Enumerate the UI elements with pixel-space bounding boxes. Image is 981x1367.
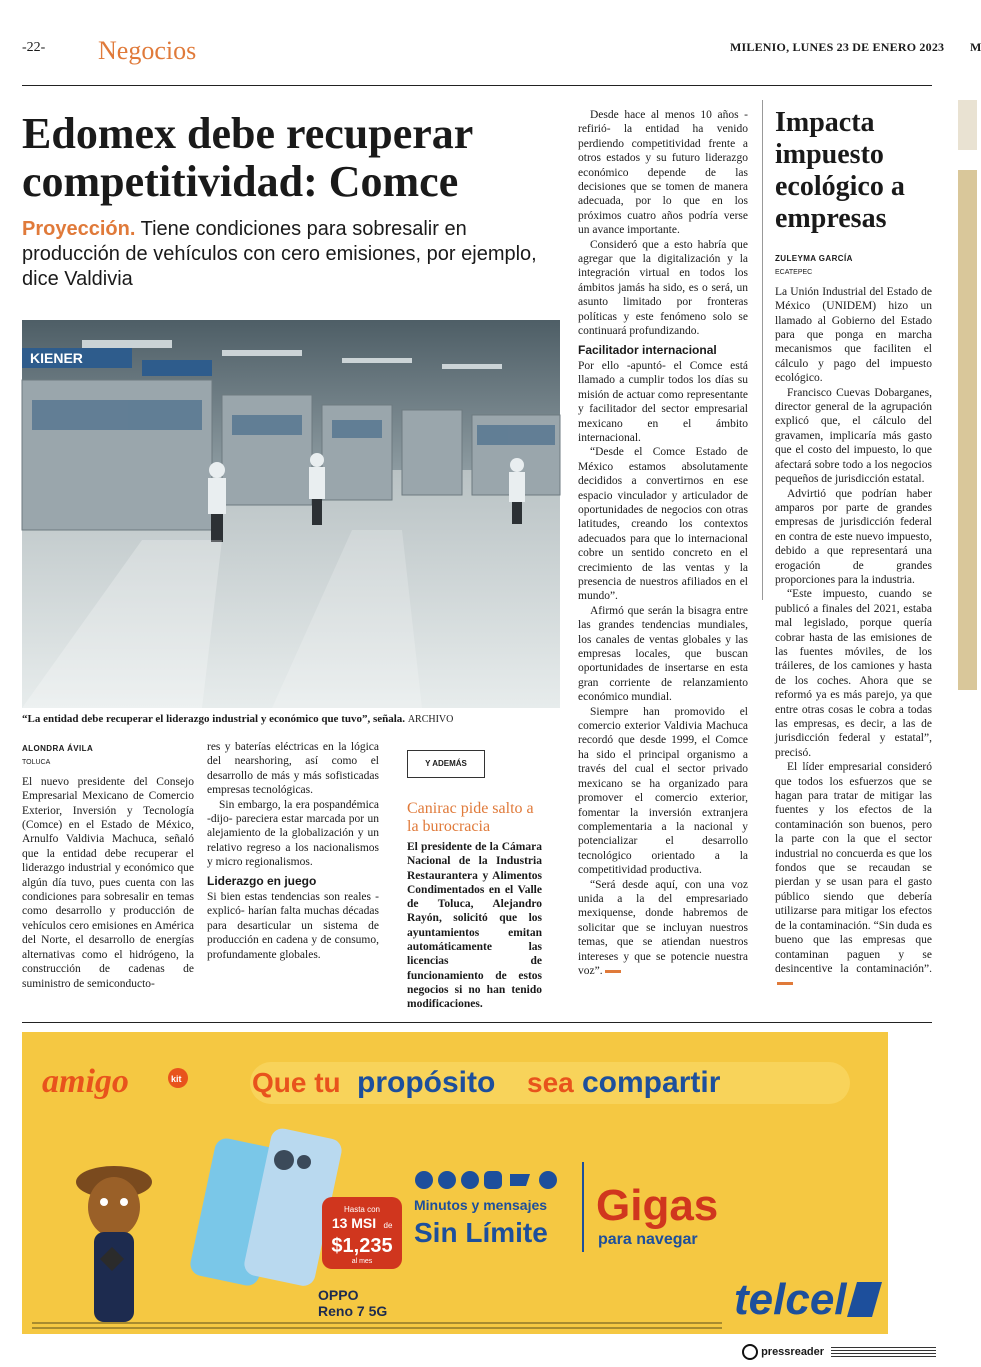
- telcel-advertisement[interactable]: [22, 1032, 888, 1334]
- subhead: Liderazgo en juego: [207, 873, 317, 888]
- paragraph: Francisco Cuevas Dobarganes, director general de la agrupación explicó que, el cálculo del gravamen, implicaría más gasto que el costo del impuesto, lo que afectará sobre todo a los negocios pequeños de jurisdicción estatal.: [775, 386, 932, 486]
- canirac-body: [407, 840, 542, 1012]
- paragraph: Sin embargo, la era pospandémica -dijo- pareciera estar marcada por un alejamiento de la globalización y un relativo regreso a los nacionalismos y micro regionalismos.: [207, 798, 379, 869]
- facebook-icon: [438, 1171, 456, 1189]
- canirac-title: Canirac pide salto a la burocracia: [407, 800, 534, 835]
- paragraph: Advirtió que podrían haber amparos por parte de grandes empresas de jurisdicción federal en contra de este nuevo impuesto, debido a que representará una erogación de grandes proporciones para la industria.: [775, 487, 932, 586]
- gigas-sub: para navegar: [598, 1231, 698, 1248]
- paragraph: “Desde el Comce Estado de México estamos absolutamente decididos a convertirnos en ese espacio vinculador y articulador de oportunidades de negocios con otras latitudes, creando los contextos adecuados para que lo internacional cobre un sentido concreto en el crecimiento de las ventas y la presencia de nuestros afiliados en el mundo”.: [578, 446, 748, 603]
- telcel-logo: telcel: [734, 1275, 847, 1324]
- pressreader-icon: [742, 1344, 758, 1360]
- whatsapp-icon: [415, 1171, 433, 1189]
- newspaper-date: MILENIO, LUNES 23 DE ENERO 2023: [730, 40, 945, 54]
- end-mark: [777, 982, 793, 985]
- gigas-line: Gigas: [596, 1181, 719, 1230]
- price-period: al mes: [351, 1258, 373, 1265]
- slogan-sea: sea: [527, 1067, 574, 1098]
- amigo-logo: amigo: [42, 1063, 129, 1100]
- slogan-proposito: propósito: [357, 1066, 496, 1099]
- slogan-compartir: compartir: [582, 1066, 721, 1099]
- paragraph: Afirmó que serán la bisagra entre las grandes tendencias mundiales, los canales de ventas globales y las empresas locales, que buscan oportunidades de insertarse en esta gran corriente de relanzamiento económico mundial.: [578, 604, 748, 704]
- amigo-kit-badge: kit: [171, 1074, 182, 1084]
- paragraph-text: El líder empresarial consideró que todos los esfuerzos que se hagan para tratar de mitigar las fuentes y los efectos de la contaminación son buenos, pero la parte con la que el sector industrial no concuerda es que los fondos que se recaudan se pierdan y se usan para el gasto público siendo que debería utilizarse para mitigar los efectos de la contaminación. “Sin duda es bueno que las empresas que contaminan paguen y se desincentive la contaminación”.: [775, 761, 932, 975]
- pressreader-footer[interactable]: [742, 1344, 952, 1364]
- photo-caption: [22, 713, 562, 725]
- minutes-line: Minutos y mensajes: [414, 1197, 548, 1213]
- paragraph: [775, 760, 932, 991]
- side-byline-name: ZULEYMA GARCÍA: [775, 254, 853, 263]
- deck-text: Tiene condiciones para sobresalir en producción de vehículos con cero emisiones, por ejemplo, dice Valdivia: [22, 218, 537, 290]
- byline-name: ALONDRA ÁVILA: [22, 744, 94, 753]
- price-de: de: [383, 1221, 393, 1230]
- price-top: Hasta con: [343, 1205, 381, 1214]
- header-rule: [22, 85, 932, 86]
- adjacent-block: [958, 100, 977, 150]
- paragraph: res y baterías eléctricas en la lógica del nearshoring, así como el desarrollo de más y más sofisticadas empresas tecnológicas.: [207, 741, 379, 797]
- subhead: Facilitador internacional: [578, 342, 717, 357]
- unlimited-line: Sin Límite: [414, 1217, 548, 1248]
- paragraph: El presidente de la Cámara Nacional de la Industria Restaurantera y Alimentos Condimentados en el Valle de Toluca, Alejandro Rayón, solicitó que los ayuntamientos emitan automáticamente las licencias de funcionamiento de estos negocios si no han tenido modificaciones.: [407, 841, 542, 1011]
- phone-model-brand: OPPO: [318, 1287, 359, 1303]
- factory-photo: [22, 320, 560, 708]
- paragraph: Siempre han promovido el comercio exterior Valdivia Machuca recordó que desde 1999, el Comce ha sido el principal organismo a través del cual el sector privado mexicano se ha organizado para promover el comercio exterior, fomentar la inversión extranjera complementaria a la nacional y potencializar el desarrollo tecnológico orientado a la competitividad productiva.: [578, 705, 748, 877]
- caption-credit: ARCHIVO: [407, 714, 454, 725]
- paragraph-text: “Será desde aquí, con una voz unida a la del empresariado mexiquense, donde habremos de solicitar que se incluyan nuestros temas, que se atiendan nuestros intereses y que se potencie nuestra voz”.: [578, 878, 748, 977]
- paragraph: Consideró que a esto habría que agregar que la digitalización y la integración virtual en todos los ámbitos jamás ha sido, es o será, un asunto limitado por fronteras políticas y este fenómeno solo se continuará profundizando.: [578, 238, 748, 338]
- paragraph: “Este impuesto, cuando se publicó a finales del 2021, estaba mal legislado, porque quería cobrar hasta de las emisiones de las fuentes móviles, de los tráileres, de los camiones y hasta de los coches. Ahora que se reformó ya es más parejo, ya que entre otras cosas le cobra a todas las empresas, es decir, a las de jurisdicción federal y estatal”, precisó.: [775, 588, 932, 759]
- column-divider: [762, 100, 763, 600]
- slogan-que-tu: Que tu: [252, 1067, 341, 1098]
- price-badge: [322, 1197, 402, 1269]
- ad-rule: [22, 1022, 932, 1023]
- paragraph: La Unión Industrial del Estado de México (UNIDEM) hizo un llamado al Gobierno del Estado para que ponga en marcha mecanismos que faciliten el cálculo y pago del impuesto ecológico.: [775, 285, 932, 385]
- price-msi: 13 MSI: [331, 1215, 377, 1231]
- main-article-col2: [207, 740, 379, 962]
- main-headline: Edomex debe recuperar competitividad: Comce: [22, 109, 473, 206]
- side-byline-place: ECATEPEC: [775, 269, 813, 277]
- pressreader-fineprint: [831, 1347, 936, 1357]
- paragraph: [578, 878, 748, 979]
- byline-place: TOLUCA: [22, 759, 51, 767]
- page-number: -22-: [22, 40, 46, 55]
- deck-kicker: Proyección.: [22, 218, 136, 240]
- caption-text: “La entidad debe recuperar el liderazgo industrial y económico que tuvo”, señala.: [22, 713, 406, 725]
- side-headline: Impacta impuesto ecológico a empresas: [775, 107, 905, 234]
- ad-artwork: [22, 1032, 888, 1334]
- price-amount: $1,235: [331, 1235, 393, 1257]
- main-article-col1: [22, 742, 194, 991]
- main-deck: [22, 217, 567, 292]
- ademas-label: Y ADEMÁS: [407, 750, 485, 778]
- adjacent-page-strip: [958, 100, 977, 720]
- section-title: Negocios: [98, 36, 197, 65]
- paragraph: El nuevo presidente del Consejo Empresarial Mexicano de Comercio Exterior, Inversión y Tecnología (Comce) en el Estado de México, Arnulfo Valdivia Machuca, señaló que la entidad debe recuperar el liderazgo industrial y económico que algún día tuvo, pues cuenta con las condiciones para sobresalir en temas como desarrollo y producción de vehículos cero emisiones en América del Norte, el desarrollo de energías alternativas como el hidrógeno, la construcción de cadenas de suministro de semiconducto-: [22, 775, 194, 990]
- side-article-body: [775, 252, 932, 991]
- pressreader-label: pressreader: [761, 1345, 825, 1358]
- factory-photo-illustration: [22, 320, 560, 708]
- paragraph: Desde hace al menos 10 años -refirió- la entidad ha venido perdiendo competitividad frente a otros estados y su futuro liderazgo económico depende de las decisiones que se tomen de manera adecuada, por lo que en los próximos cuatro años podría verse un avance importante.: [578, 109, 748, 237]
- paragraph: Por ello -apuntó- el Comce está llamado a cumplir todos los días su misión de actuar como representante y facilitador del sector empresarial mexicano en el ámbito internacional.: [578, 359, 748, 444]
- snapchat-icon: [539, 1171, 557, 1189]
- messenger-icon: [461, 1171, 479, 1189]
- instagram-icon: [484, 1171, 502, 1189]
- next-page-edge: M: [970, 40, 981, 54]
- photo-sign: KIENER: [30, 350, 83, 366]
- phone-model-name: Reno 7 5G: [318, 1303, 388, 1319]
- adjacent-photo: [958, 170, 977, 690]
- main-article-col3: [578, 108, 748, 978]
- end-mark: [605, 970, 621, 973]
- paragraph: Si bien estas tendencias son reales -explicó- harían falta muchas décadas para desarticular un sistema de producción en cadena y de consumo, profundamente globales.: [207, 891, 379, 961]
